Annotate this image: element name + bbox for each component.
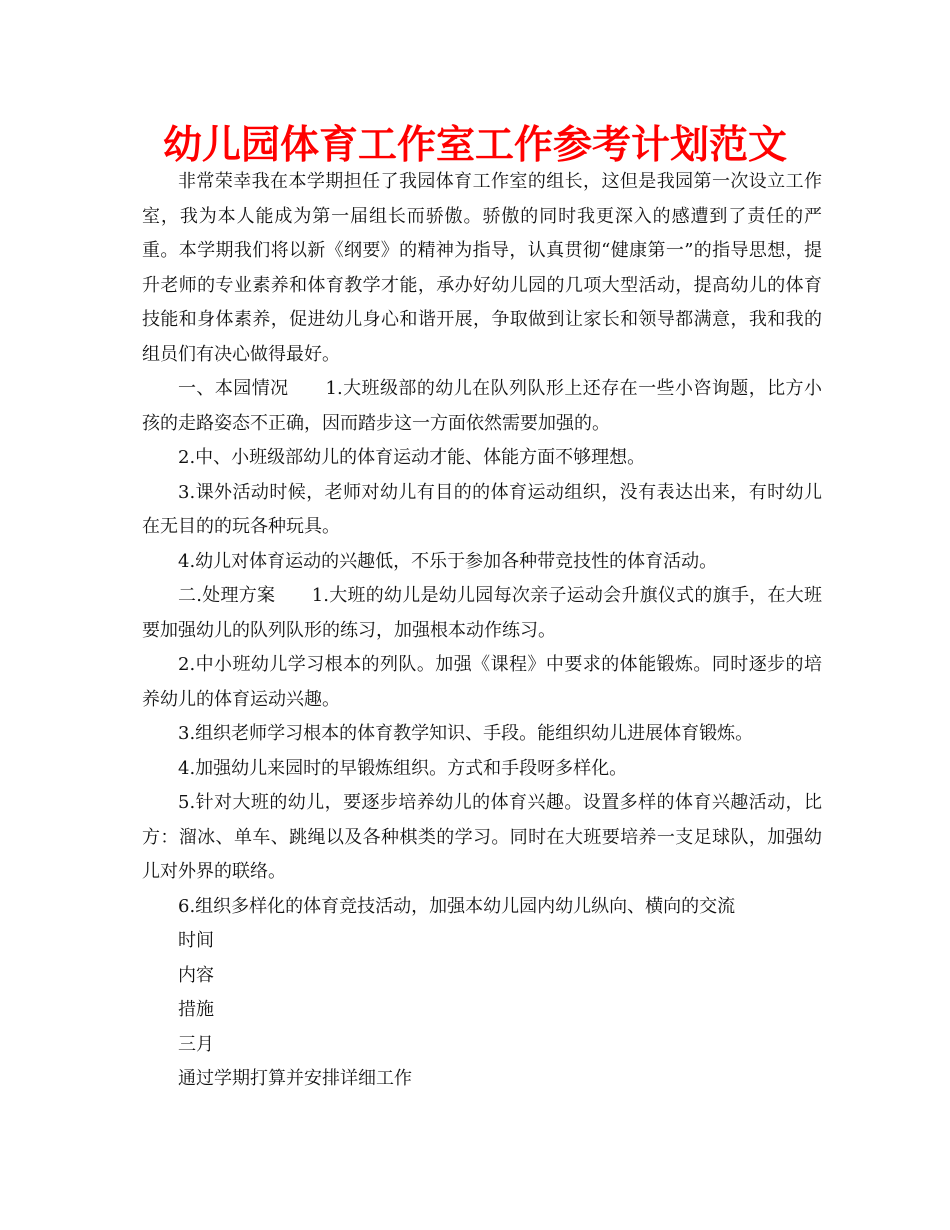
section-1-item-2: 2.中、小班级部幼儿的体育运动才能、体能方面不够理想。 <box>178 447 646 468</box>
table-label-content: 内容 <box>178 964 214 986</box>
section-2-item-6: 6.组织多样化的体育竞技活动，加强本幼儿园内幼儿纵向、横向的交流 <box>178 895 736 917</box>
section-1-item-4: 4.幼儿对体育运动的兴趣低，不乐于参加各种带竞技性的体育活动。 <box>178 550 718 572</box>
table-month-march: 三月 <box>178 1033 214 1055</box>
section-1-item-1: 一、本园情况 1.大班级部的幼儿在队列队形上还存在一些小咨询题，比方小孩的走路姿态不正确，因而踏步这一方面依然需要加强的。 <box>142 378 822 434</box>
section-2-item-5: 5.针对大班的幼儿，要逐步培养幼儿的体育兴趣。设置多样的体育兴趣活动，比方：溜冰、单车、跳绳以及各种棋类的学习。同时在大班要培养一支足球队，加强幼儿对外界的联络。 <box>142 792 822 882</box>
document-title: 幼儿园体育工作室工作参考计划范文 <box>162 123 787 168</box>
table-march-content: 通过学期打算并安排详细工作 <box>178 1068 412 1089</box>
section-1-item-3: 3.课外活动时候，老师对幼儿有目的的体育运动组织，没有表达出来，有时幼儿在无目的的玩各种玩具。 <box>142 481 822 537</box>
section-2-item-4: 4.加强幼儿来园时的早锻炼组织。方式和手段呀多样化。 <box>178 757 628 779</box>
document-body <box>142 165 822 1097</box>
table-label-time: 时间 <box>178 930 214 951</box>
table-label-measures: 措施 <box>178 999 214 1020</box>
section-2-item-3: 3.组织老师学习根本的体育教学知识、手段。能组织幼儿进展体育锻炼。 <box>178 723 754 744</box>
intro-paragraph: 非常荣幸我在本学期担任了我园体育工作室的组长，这但是我园第一次设立工作室，我为本人能成为第一届组长而骄傲。骄傲的同时我更深入的感遭到了责任的严重。本学期我们将以新《纲要》的精神为指导，认真贯彻“健康第一”的指导思想，提升老师的专业素养和体育教学才能，承办好幼儿园的几项大型活动，提高幼儿的体育技能和身体素养，促进幼儿身心和谐开展，争取做到让家长和领导都满意，我和我的组员们有决心做得最好。 <box>142 171 822 365</box>
section-2-item-1: 二.处理方案 1.大班的幼儿是幼儿园每次亲子运动会升旗仪式的旗手，在大班要加强幼儿的队列队形的练习，加强根本动作练习。 <box>142 585 822 641</box>
section-2-item-2: 2.中小班幼儿学习根本的列队。加强《课程》中要求的体能锻炼。同时逐步的培养幼儿的体育运动兴趣。 <box>142 654 822 710</box>
